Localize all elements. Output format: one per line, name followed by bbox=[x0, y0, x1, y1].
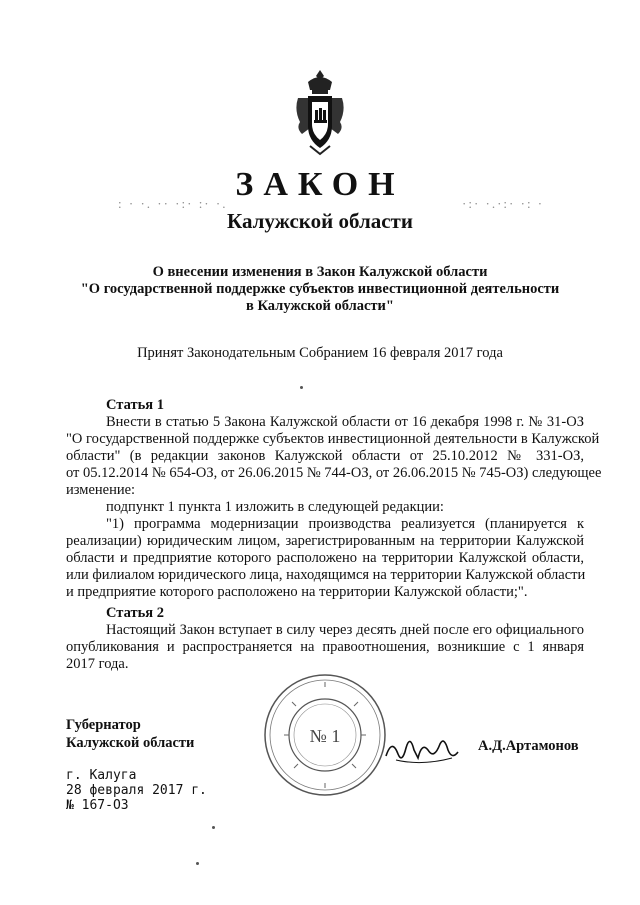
article-2-title: Статья 2 bbox=[106, 605, 164, 621]
article-1 bbox=[66, 397, 602, 601]
article-line: Настоящий Закон вступает в силу через десять дней после его официального bbox=[106, 622, 584, 638]
document-meta bbox=[66, 768, 207, 813]
article-2 bbox=[66, 605, 584, 673]
position-line: Калужской области bbox=[66, 735, 195, 751]
article-line: "О государственной поддержке субъектов инвестиционной деятельности в Калужской bbox=[66, 431, 600, 447]
article-line: изменение: bbox=[66, 482, 136, 498]
article-line: и предприятие которого расположено на территории Калужской области;". bbox=[66, 584, 528, 600]
article-line: "1) программа модернизации производства реализуется (планируется к bbox=[106, 516, 584, 532]
position-line: Губернатор bbox=[66, 717, 141, 733]
meta-number: № 167-ОЗ bbox=[66, 798, 129, 813]
signatory-name: А.Д.Артамонов bbox=[478, 738, 579, 754]
law-heading bbox=[60, 264, 580, 315]
scan-speck bbox=[212, 826, 215, 829]
adoption-line: Принят Законодательным Собранием 16 февраля 2017 года bbox=[137, 345, 503, 361]
official-seal bbox=[262, 672, 388, 798]
article-line: реализации) юридическим лицом, зарегистрированным на территории Калужской bbox=[66, 533, 584, 549]
signatory-position bbox=[66, 716, 194, 752]
coat-of-arms-icon bbox=[290, 68, 350, 158]
scan-noise-right: ·:· ·.·:· ·: · bbox=[462, 196, 545, 211]
article-line: опубликования и распространяется на правоотношения, возникшие с 1 января bbox=[66, 639, 584, 655]
heading-line: в Калужской области" bbox=[246, 298, 394, 314]
meta-date: 28 февраля 2017 г. bbox=[66, 783, 207, 798]
scan-speck bbox=[196, 862, 199, 865]
seal-number: № 1 bbox=[309, 726, 341, 746]
meta-city: г. Калуга bbox=[66, 768, 137, 783]
article-line: или филиалом юридического лица, находящимся на территории Калужской области bbox=[66, 567, 586, 583]
heading-line: О внесении изменения в Закон Калужской области bbox=[152, 264, 488, 280]
scan-speck bbox=[300, 386, 303, 389]
article-1-title: Статья 1 bbox=[106, 397, 164, 413]
scan-noise-left: : · ·. ·· ·:· :· ·. bbox=[118, 196, 228, 211]
article-line: от 05.12.2014 № 654-ОЗ, от 26.06.2015 № 744-ОЗ, от 26.06.2015 № 745-ОЗ) следующее bbox=[66, 465, 602, 481]
heading-line: "О государственной поддержке субъектов инвестиционной деятельности bbox=[80, 281, 560, 297]
article-line: Внести в статью 5 Закона Калужской области от 16 декабря 1998 г. № 31-ОЗ bbox=[106, 414, 584, 430]
article-line: подпункт 1 пункта 1 изложить в следующей редакции: bbox=[106, 499, 444, 515]
article-line: области" (в редакции законов Калужской области от 25.10.2012 № 331-ОЗ, bbox=[66, 448, 584, 464]
handwritten-signature bbox=[382, 720, 462, 780]
region-subtitle: Калужской области bbox=[227, 209, 413, 233]
law-title: ЗАКОН bbox=[235, 166, 405, 203]
article-line: области и предприятие которого расположено на территории Калужской области, bbox=[66, 550, 584, 566]
article-line: 2017 года. bbox=[66, 656, 129, 672]
